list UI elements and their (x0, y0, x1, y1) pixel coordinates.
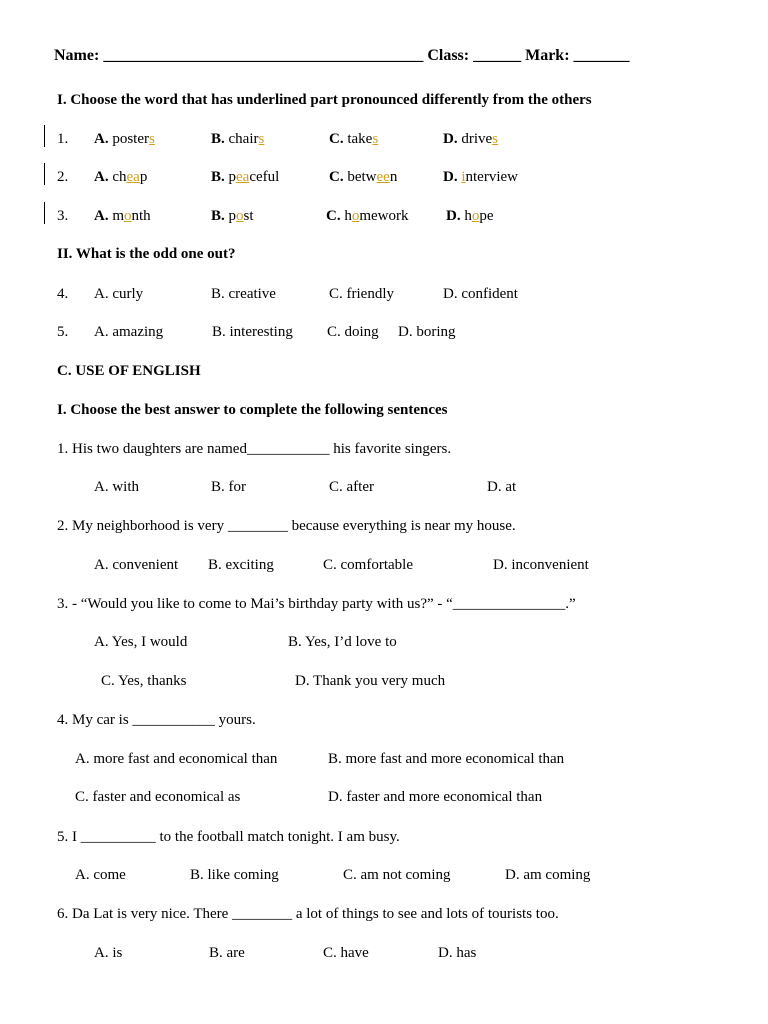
option-a[interactable]: A. amazing (94, 324, 164, 340)
option-a[interactable]: A. more fast and economical than (75, 751, 278, 767)
option-b[interactable]: B. post (211, 208, 254, 224)
section-odd-one-out-title: II. What is the odd one out? (57, 246, 236, 262)
name-label: Name: (54, 47, 100, 64)
question-text: 1. His two daughters are named___________ his favorite singers. (57, 441, 452, 457)
section-use-of-english-title: C. USE OF ENGLISH (57, 363, 201, 379)
option-b[interactable]: B. chairs (211, 131, 265, 147)
option-c[interactable]: C. have (323, 945, 369, 961)
name-blank[interactable]: ________________________________________ (103, 47, 424, 64)
option-d[interactable]: D. hope (446, 208, 494, 224)
option-d[interactable]: D. confident (443, 286, 518, 302)
option-c[interactable]: C. faster and economical as (75, 789, 241, 805)
option-c[interactable]: C. doing (327, 324, 379, 340)
question-number: 2. (57, 169, 69, 185)
question-text: 5. I __________ to the football match tonight. I am busy. (57, 829, 400, 845)
question-number: 4. (57, 286, 69, 302)
student-info-header (54, 47, 630, 65)
section-pronunciation-title: I. Choose the word that has underlined part pronounced differently from the others (57, 92, 592, 108)
option-a[interactable]: A. posters (94, 131, 155, 147)
option-c[interactable]: C. am not coming (343, 867, 451, 883)
option-d[interactable]: D. Thank you very much (295, 673, 446, 689)
option-b[interactable]: B. Yes, I’d love to (288, 634, 397, 650)
option-d[interactable]: D. faster and more economical than (328, 789, 543, 805)
option-c[interactable]: C. takes (329, 131, 379, 147)
option-d[interactable]: D. at (487, 479, 517, 495)
option-a[interactable]: A. with (94, 479, 139, 495)
option-c[interactable]: C. after (329, 479, 374, 495)
question-text: 6. Da Lat is very nice. There ________ a lot of things to see and lots of tourists too. (57, 906, 559, 922)
option-d[interactable]: D. has (438, 945, 477, 961)
margin-bar (44, 125, 45, 147)
option-a[interactable]: A. Yes, I would (94, 634, 188, 650)
option-b[interactable]: B. more fast and more economical than (328, 751, 565, 767)
option-d[interactable]: D. interview (443, 169, 518, 185)
section-best-answer-title: I. Choose the best answer to complete the following sentences (57, 402, 448, 418)
option-c[interactable]: C. homework (326, 208, 409, 224)
option-c[interactable]: C. Yes, thanks (101, 673, 187, 689)
question-text: 3. - “Would you like to come to Mai’s birthday party with us?” - “_______________.” (57, 596, 576, 612)
option-d[interactable]: D. am coming (505, 867, 591, 883)
question-number: 1. (57, 131, 69, 147)
option-a[interactable]: A. curly (94, 286, 144, 302)
option-b[interactable]: B. exciting (208, 557, 274, 573)
margin-bar (44, 163, 45, 185)
question-text: 4. My car is ___________ yours. (57, 712, 256, 728)
option-a[interactable]: A. cheap (94, 169, 148, 185)
option-d[interactable]: D. boring (398, 324, 456, 340)
mark-label: Mark: (525, 47, 570, 64)
option-b[interactable]: B. like coming (190, 867, 279, 883)
option-a[interactable]: A. month (94, 208, 151, 224)
question-number: 5. (57, 324, 69, 340)
option-c[interactable]: C. comfortable (323, 557, 413, 573)
option-a[interactable]: A. come (75, 867, 126, 883)
option-b[interactable]: B. are (209, 945, 245, 961)
option-b[interactable]: B. for (211, 479, 246, 495)
question-text: 2. My neighborhood is very ________ because everything is near my house. (57, 518, 516, 534)
question-number: 3. (57, 208, 69, 224)
class-blank[interactable]: ______ (473, 47, 522, 64)
option-a[interactable]: A. is (94, 945, 123, 961)
option-b[interactable]: B. peaceful (211, 169, 280, 185)
option-b[interactable]: B. creative (211, 286, 276, 302)
option-c[interactable]: C. between (329, 169, 398, 185)
option-a[interactable]: A. convenient (94, 557, 179, 573)
class-label: Class: (427, 47, 470, 64)
option-b[interactable]: B. interesting (212, 324, 293, 340)
option-d[interactable]: D. drives (443, 131, 499, 147)
mark-blank[interactable]: _______ (573, 47, 630, 64)
option-d[interactable]: D. inconvenient (493, 557, 589, 573)
margin-bar (44, 202, 45, 224)
option-c[interactable]: C. friendly (329, 286, 394, 302)
